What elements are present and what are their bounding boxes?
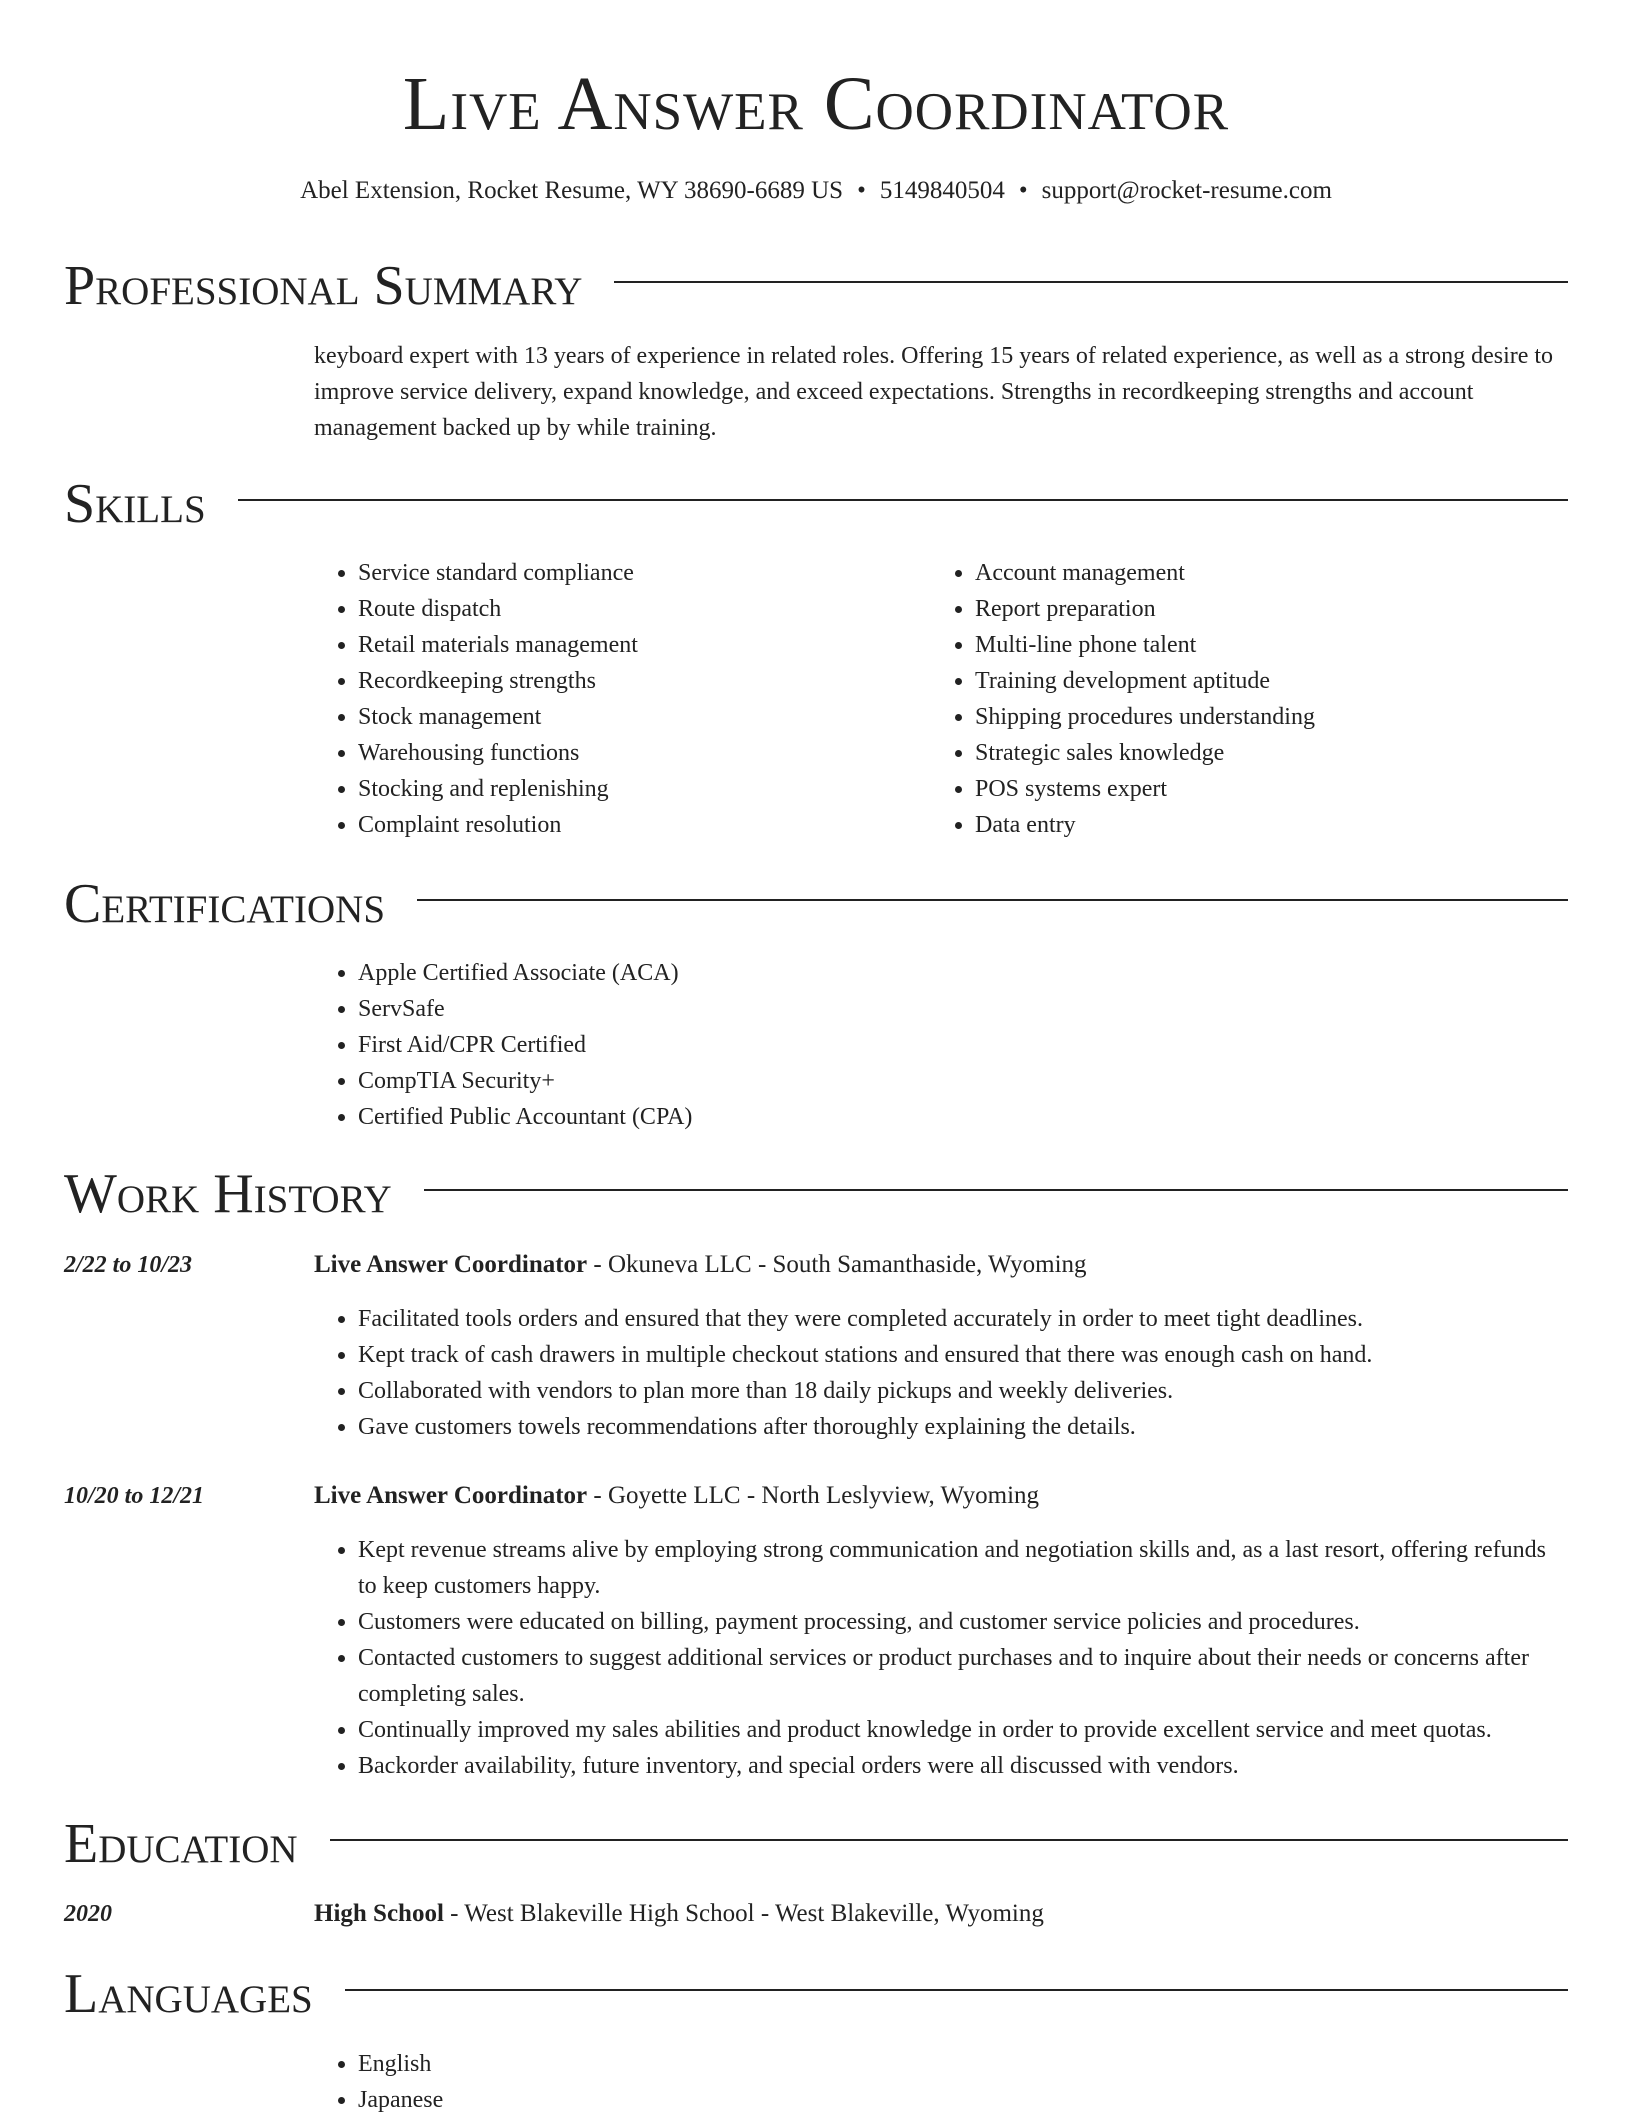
skills-section-header bbox=[64, 472, 1568, 536]
job-title: Live Answer Coordinator bbox=[314, 1251, 588, 1278]
contact-line bbox=[0, 174, 1632, 208]
section-title-education: Education bbox=[64, 1813, 298, 1875]
section-title-languages: Languages bbox=[64, 1963, 313, 2025]
certification-item: • Certified Public Accountant (CPA) bbox=[358, 1099, 1514, 1135]
summary-text: keyboard expert with 13 years of experience in related roles. Offering 15 years of related experience, as well as a strong desire to improve service delivery, expand knowledge, and exceed expectations. Strengths in recordkeeping strengths and account management backed up by while training. bbox=[314, 343, 1554, 441]
job-responsibilities bbox=[314, 1532, 1568, 1784]
contact-separator: • bbox=[857, 177, 866, 204]
contact-separator: • bbox=[1018, 177, 1028, 204]
job-bullet: • Facilitated tools orders and ensured that they were completed accurately in order to meet tight deadlines. bbox=[358, 1301, 1568, 1337]
skill-item: • Route dispatch bbox=[358, 591, 914, 627]
skill-item: • Complaint resolution bbox=[358, 807, 914, 843]
job-bullet: • Continually improved my sales abilities and product knowledge in order to provide excellent service and meet quotas. bbox=[358, 1712, 1568, 1748]
skills-column-right bbox=[931, 555, 1531, 843]
certifications-block bbox=[314, 955, 1514, 1135]
job-bullet: • Contacted customers to suggest additional services or product purchases and to inquire about their needs or concerns after completing sales. bbox=[358, 1640, 1568, 1712]
job-heading bbox=[314, 1247, 1568, 1283]
languages-section-header bbox=[64, 1962, 1568, 2026]
job-bullet: • Kept track of cash drawers in multiple checkout stations and ensured that there was enough cash on hand. bbox=[358, 1337, 1568, 1373]
job-bullet-list bbox=[314, 1532, 1568, 1784]
languages-list bbox=[314, 2046, 1514, 2118]
job-title: Live Answer Coordinator bbox=[314, 1482, 588, 1509]
candidate-name: Live Answer Coordinator bbox=[402, 62, 1230, 146]
skill-item: • Stock management bbox=[358, 699, 914, 735]
job-employer-location: - Okuneva LLC - South Samanthaside, Wyoming bbox=[587, 1251, 1087, 1278]
section-title-work-history: Work History bbox=[64, 1163, 392, 1225]
contact-address: Abel Extension, Rocket Resume, WY 38690-6689 US bbox=[300, 177, 844, 204]
section-divider bbox=[330, 1839, 1568, 1841]
skills-column-left bbox=[314, 555, 914, 843]
skill-item: • Multi-line phone talent bbox=[975, 627, 1531, 663]
section-divider bbox=[417, 899, 1568, 901]
job-dates: 2/22 to 10/23 bbox=[64, 1252, 193, 1278]
section-divider bbox=[345, 1989, 1568, 1991]
skill-item: • Stocking and replenishing bbox=[358, 771, 914, 807]
skill-item: • Service standard compliance bbox=[358, 555, 914, 591]
certifications-list bbox=[314, 955, 1514, 1135]
contact-phone: 5149840504 bbox=[879, 177, 1005, 204]
skill-item: • Retail materials management bbox=[358, 627, 914, 663]
certification-item: • First Aid/CPR Certified bbox=[358, 1027, 1514, 1063]
certifications-section-header bbox=[64, 872, 1568, 936]
education-school-location: - West Blakeville High School - West Blakeville, Wyoming bbox=[443, 1900, 1044, 1927]
education-section-header bbox=[64, 1812, 1568, 1876]
language-item: • Japanese bbox=[358, 2082, 1514, 2118]
job-responsibilities bbox=[314, 1301, 1568, 1445]
skill-item: • Strategic sales knowledge bbox=[975, 735, 1531, 771]
section-divider bbox=[424, 1189, 1568, 1191]
summary-section-header bbox=[64, 254, 1568, 318]
job-bullet: • Gave customers towels recommendations after thoroughly explaining the details. bbox=[358, 1409, 1568, 1445]
education-degree: High School bbox=[314, 1900, 444, 1927]
job-employer-location: - Goyette LLC - North Leslyview, Wyoming bbox=[587, 1482, 1040, 1509]
skill-item: • Report preparation bbox=[975, 591, 1531, 627]
education-year: 2020 bbox=[64, 1901, 112, 1927]
job-heading bbox=[314, 1478, 1568, 1514]
languages-block bbox=[314, 2046, 1514, 2118]
skill-item: • Warehousing functions bbox=[358, 735, 914, 771]
skills-list-right bbox=[931, 555, 1531, 843]
section-title-skills: Skills bbox=[64, 473, 206, 535]
job-dates: 10/20 to 12/21 bbox=[64, 1483, 205, 1509]
contact-email: support@rocket-resume.com bbox=[1041, 177, 1332, 204]
section-divider bbox=[614, 281, 1568, 283]
skill-item: • Recordkeeping strengths bbox=[358, 663, 914, 699]
language-item: • English bbox=[358, 2046, 1514, 2082]
job-bullet: • Backorder availability, future inventory, and special orders were all discussed with vendors. bbox=[358, 1748, 1568, 1784]
skills-list-left bbox=[314, 555, 914, 843]
skill-item: • POS systems expert bbox=[975, 771, 1531, 807]
section-title-summary: Professional Summary bbox=[64, 255, 583, 317]
skill-item: • Training development aptitude bbox=[975, 663, 1531, 699]
skill-item: • Data entry bbox=[975, 807, 1531, 843]
job-bullet: • Customers were educated on billing, payment processing, and customer service policies and procedures. bbox=[358, 1604, 1568, 1640]
job-bullet: • Collaborated with vendors to plan more than 18 daily pickups and weekly deliveries. bbox=[358, 1373, 1568, 1409]
job-bullet: • Kept revenue streams alive by employing strong communication and negotiation skills and, as a last resort, offering refunds to keep customers happy. bbox=[358, 1532, 1568, 1604]
education-entry bbox=[314, 1896, 1568, 1932]
skill-item: • Account management bbox=[975, 555, 1531, 591]
skill-item: • Shipping procedures understanding bbox=[975, 699, 1531, 735]
section-divider bbox=[238, 499, 1568, 501]
job-bullet-list bbox=[314, 1301, 1568, 1445]
certification-item: • ServSafe bbox=[358, 991, 1514, 1027]
section-title-certifications: Certifications bbox=[64, 873, 386, 935]
certification-item: • CompTIA Security+ bbox=[358, 1063, 1514, 1099]
work-history-section-header bbox=[64, 1162, 1568, 1226]
certification-item: • Apple Certified Associate (ACA) bbox=[358, 955, 1514, 991]
